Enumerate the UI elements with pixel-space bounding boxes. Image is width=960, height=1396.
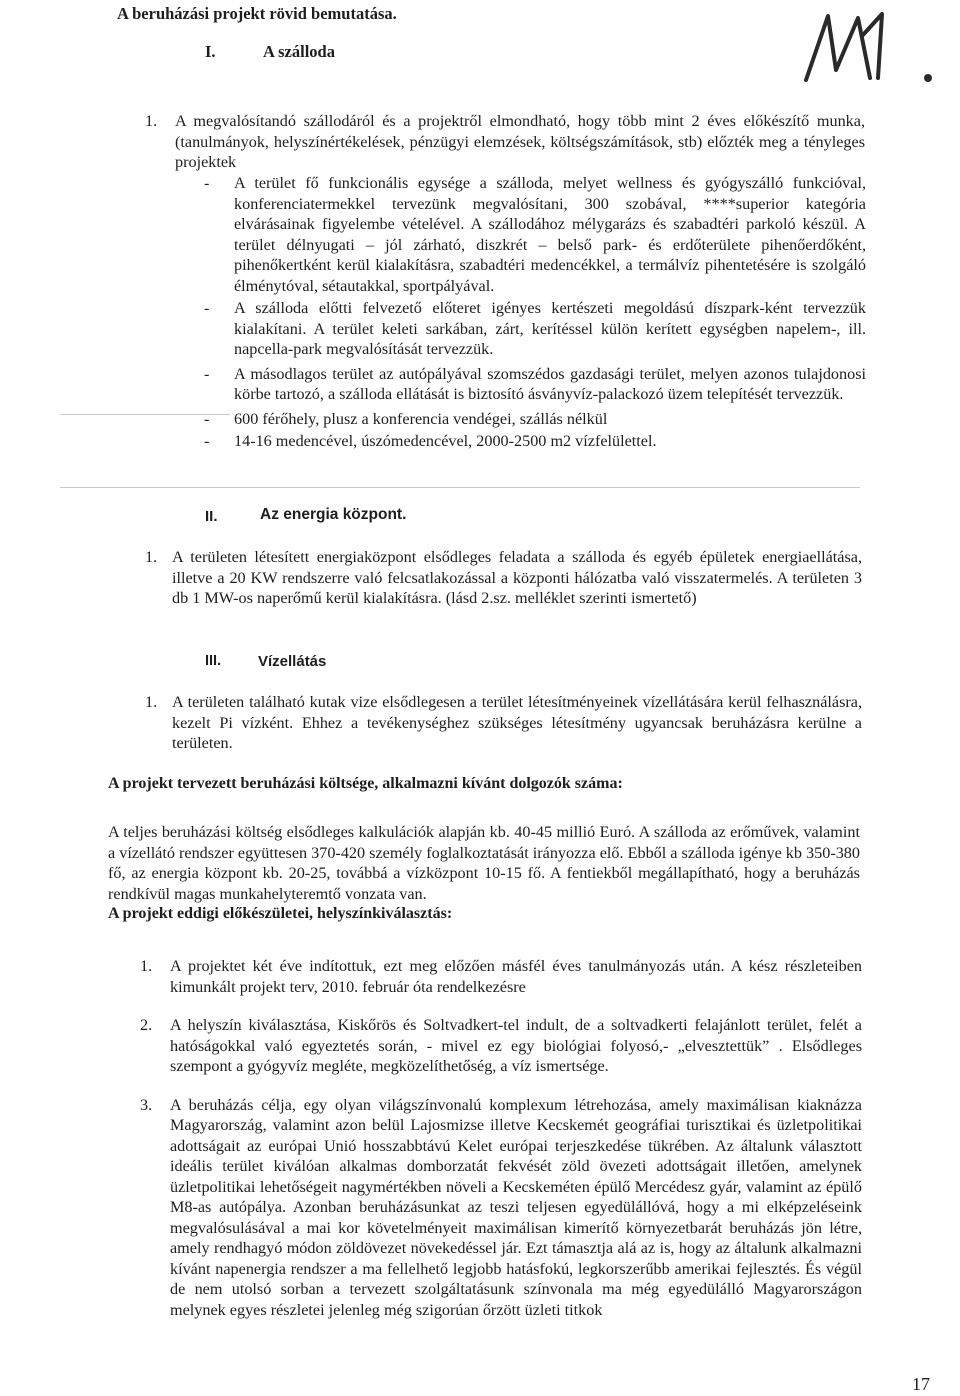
list-item-number: 3.	[140, 1095, 153, 1114]
list-item	[140, 1015, 862, 1077]
bullet-item	[204, 431, 866, 452]
section3-item-number: 1.	[145, 693, 158, 711]
list-item-text: A projektet két éve indítottuk, ezt meg előzően másfél éves tanulmányozás után. A kész részleteiben kimunkált projekt terv, 2010. február óta rendelkezésre	[170, 957, 862, 996]
list-item-text: A beruházás célja, egy olyan világszínvonalú komplexum létrehozása, amely maximálisan kiaknázza Magyarország, valamint azon belül Lajosmizse illetve Kecskemét geográfiai turisztikai és üzletpolitikai adottságait az európai Unió hosszabbtávú Kelet európai terjeszkedése tükrében. Az általunk választott ideális terület kiválóan alkalmas domborzatát fekvését zöld övezeti adottságait illetően, amelynek üzletpolitikai lehetőségeit nagymértékben növeli a Kecskeméten épülő Mercédesz gyár, valamint az épülő M8-as autópálya. Azonban beruházásunkat az teszi teljesen egyedülállóvá, hogy a mi elképzeléseink megvalósulásával a mai kor követelményeit maximálisan kimerítő környezetbarát beruházás jön létre, amely rendhagyó módon zöldövezet növekedéssel jár. Ezt támasztja alá az is, hogy az általunk alkalmazni kívánt napenergia rendszer a ma fellelhető legjobb hatásfokú, legkorszerűbb amerikai fejlesztés. És végül de nem utolsó sorban a tervezett szolgáltatásunk színvonala ma még egyedülálló Magyarországon melynek egyes részletei jelenleg még szigorúan őrzött üzleti titkok	[170, 1095, 862, 1319]
section1-item-number: 1.	[145, 112, 158, 130]
bullet-dash: -	[204, 174, 210, 192]
prep-heading: A projekt eddigi előkészületei, helyszínkiválasztás:	[108, 905, 453, 922]
bullet-item	[204, 364, 866, 405]
bullet-item	[204, 173, 866, 296]
section3-roman: III.	[205, 653, 222, 669]
bullet-item	[204, 409, 866, 430]
bullet-dash: -	[204, 364, 210, 383]
prep-list	[140, 956, 862, 1320]
bullet-item	[204, 298, 866, 360]
section2-title: Az energia központ.	[260, 506, 407, 523]
bullet-text: 600 férőhely, plusz a konferencia vendégei, szállás nélkül	[234, 409, 608, 428]
handwritten-mark	[798, 8, 938, 88]
section3-title: Vízellátás	[258, 653, 327, 670]
list-item	[140, 956, 862, 997]
page-title: A beruházási projekt rövid bemutatása.	[117, 4, 397, 23]
section3-text: A területen található kutak vize elsődlegesen a terület létesítményeinek vízellátására kerül felhasználásra, kezelt Pi vízként. Ehhez a tevékenységhez szükséges létesítmény ugyancsak beruházásra kerülne a területen.	[172, 693, 862, 752]
section2-text: A területen létesített energiaközpont elsődleges feladata a szálloda és egyéb épületek energiaellátása, illetve a 20 KW rendszerre való felcsatlakozással a központi hálózatba való visszatermelés. A területen 3 db 1 MW-os naperőmű kerül kialakításra. (lásd 2.sz. melléklet szerinti ismertető)	[172, 548, 862, 607]
bullet-text: A terület fő funkcionális egysége a szálloda, melyet wellness és gyógyszálló funkcióval, konferenciatermekkel tervezünk megvalósítani, 300 szobával, ****superior kategória elvárásainak figyelembe vételével. A szállodához mélygarázs és szabadtéri parkoló készül. A terület délnyugati – jól zárható, diszkrét – belső park- és erdőterülete pihenőerdőként, pihenőkertként kerül kialakításra, szabadtéri medencékkel, a termálvíz pihentetésére is szolgáló élménytóval, sétautakkal, sportpályával.	[234, 174, 866, 295]
list-item	[140, 1095, 862, 1321]
page-number: 17	[912, 1374, 930, 1394]
section2-roman: II.	[205, 508, 218, 525]
bullet-text: A szálloda előtti felvezető előteret igényes kertészeti megoldású díszpark-ként tervezzük kialakítani. A terület keleti sarkában, zárt, kerítéssel külön kerített egységben napelem-, ill. napcella-park megvalósítását tervezzük.	[234, 299, 866, 358]
scan-line	[60, 487, 860, 488]
list-item-number: 1.	[140, 957, 153, 975]
section2-item-number: 1.	[145, 548, 158, 566]
bullet-text: 14-16 medencével, úszómedencével, 2000-2500 m2 vízfelülettel.	[234, 432, 657, 450]
bullet-dash: -	[204, 299, 210, 317]
list-item-number: 2.	[140, 1016, 153, 1034]
bullet-dash: -	[204, 432, 210, 450]
section1-intro: A megvalósítandó szállodáról és a projektről elmondható, hogy több mint 2 éves előkészítő munka, (tanulmányok, helyszínértékelések, pénzügyi elemzések, költségszámítások, stb) előzték meg a tényleges projektek	[175, 112, 865, 171]
bullet-text: A másodlagos terület az autópályával szomszédos gazdasági terület, melyen azonos tulajdonosi körbe tartozó, a szálloda ellátását is biztosító ásványvíz-palackozó üzem telepítését tervezzük.	[234, 364, 866, 403]
bullet-dash: -	[204, 409, 210, 428]
cost-heading: A projekt tervezett beruházási költsége, alkalmazni kívánt dolgozók száma:	[108, 775, 623, 792]
section1-title: A szálloda	[263, 42, 335, 61]
section1-roman: I.	[205, 42, 216, 61]
list-item-text: A helyszín kiválasztása, Kiskőrös és Soltvadkert-tel indult, de a soltvadkerti felajánlott terület, felét a hatóságokkal való egyeztetés során, - mivel ez egy biológiai folyosó,- „elvesztettük” . Elsődleges szempont a gyógyvíz megléte, megközelíthetőség, a víz ismertsége.	[170, 1016, 862, 1075]
scan-line	[60, 414, 230, 415]
section1-bullet-list	[204, 173, 866, 452]
cost-text: A teljes beruházási költség elsődleges kalkulációk alapján kb. 40-45 millió Euró. A szálloda az erőművek, valamint a vízellátó rendszer együttesen 370-420 személy foglalkoztatását irányozza elő. Ebből a szálloda igénye kb 350-380 fő, az energia központ kb. 20-25, továbbá a vízközpont 10-15 fő. A fentiekből megállapítható, hogy a beruházás rendkívül magas munkahelyteremtő vonzata van.	[108, 823, 860, 903]
